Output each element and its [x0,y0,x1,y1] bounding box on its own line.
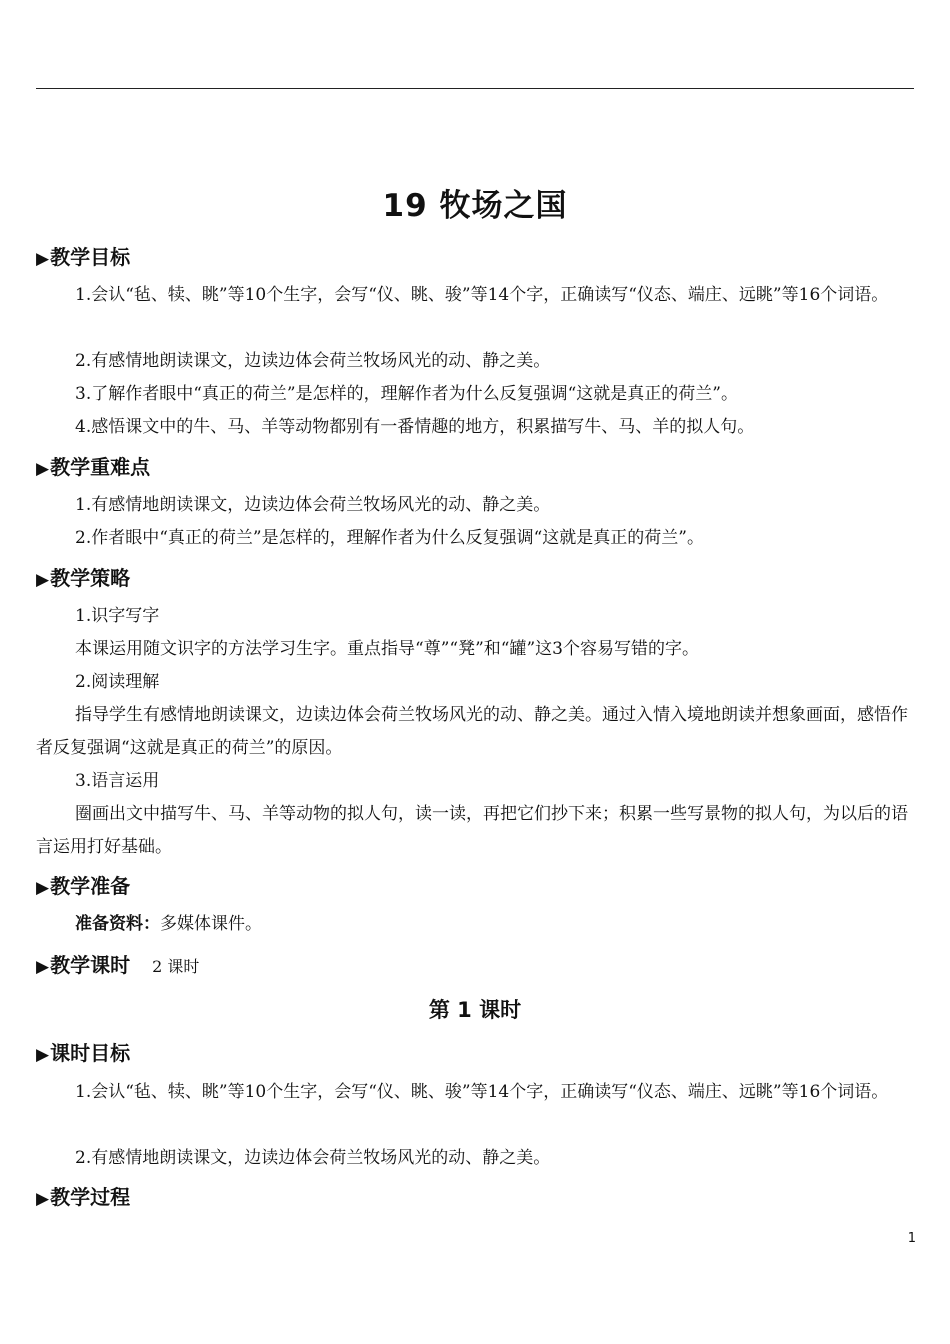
section-heading-hours: ▶教学课时 2 课时 [36,953,200,977]
triangle-bullet-icon: ▶ [36,1189,50,1209]
strategy-paragraph-2: 指导学生有感情地朗读课文，边读边体会荷兰牧场风光的动、静之美。通过入情入境地朗读并想象画面，感悟作者反复强调“这就是真正的荷兰”的原因。 [36,705,908,758]
strategy-paragraph-3: 圈画出文中描写牛、马、羊等动物的拟人句，读一读，再把它们抄下来；积累一些写景物的拟人句，为以后的语言运用打好基础。 [36,804,908,857]
key-point-item-2: 2.作者眼中“真正的荷兰”是怎样的，理解作者为什么反复强调“这就是真正的荷兰”。 [75,528,704,548]
triangle-bullet-icon: ▶ [36,459,50,479]
triangle-bullet-icon: ▶ [36,1045,50,1065]
goal-item-4: 4.感悟课文中的牛、马、羊等动物都别有一番情趣的地方，积累描写牛、马、羊的拟人句。 [75,417,755,437]
section-heading-strategy: ▶教学策略 [36,566,131,590]
lesson-goal-item-2: 2.有感情地朗读课文，边读边体会荷兰牧场风光的动、静之美。 [75,1148,551,1168]
page-title: 19 牧场之国 [382,188,568,224]
lesson-goal-item-1: 1.会认“毡、犊、眺”等10个生字，会写“仪、眺、骏”等14个字，正确读写“仪态、端庄、远眺”等16个词语。 [75,1082,889,1102]
triangle-bullet-icon: ▶ [36,249,50,269]
section-heading-lesson-goals: ▶课时目标 [36,1041,131,1065]
hours-value: 2 课时 [152,957,200,976]
strategy-subheading-2: 2.阅读理解 [75,672,160,692]
strategy-paragraph-1: 本课运用随文识字的方法学习生字。重点指导“尊”“凳”和“罐”这3个容易写错的字。 [75,639,699,659]
strategy-subheading-1: 1.识字写字 [75,606,160,626]
page-number: 1 [907,1231,916,1246]
goal-item-3: 3.了解作者眼中“真正的荷兰”是怎样的，理解作者为什么反复强调“这就是真正的荷兰”。 [75,384,738,404]
section-heading-goals: ▶教学目标 [36,245,131,269]
lesson-title: 第 1 课时 [428,998,522,1022]
section-heading-preparation: ▶教学准备 [36,874,131,898]
strategy-subheading-3: 3.语言运用 [75,771,160,791]
preparation-text: 多媒体课件。 [160,914,262,934]
goal-item-2: 2.有感情地朗读课文，边读边体会荷兰牧场风光的动、静之美。 [75,351,551,371]
section-heading-key-points: ▶教学重难点 [36,455,151,479]
preparation-line [36,908,916,941]
key-point-item-1: 1.有感情地朗读课文，边读边体会荷兰牧场风光的动、静之美。 [75,495,551,515]
header-rule [36,88,914,89]
triangle-bullet-icon: ▶ [36,957,50,977]
section-heading-process: ▶教学过程 [36,1185,131,1209]
triangle-bullet-icon: ▶ [36,878,50,898]
triangle-bullet-icon: ▶ [36,570,50,590]
goal-item-1: 1.会认“毡、犊、眺”等10个生字，会写“仪、眺、骏”等14个字，正确读写“仪态、端庄、远眺”等16个词语。 [75,285,889,305]
preparation-label: 准备资料： [75,914,160,934]
